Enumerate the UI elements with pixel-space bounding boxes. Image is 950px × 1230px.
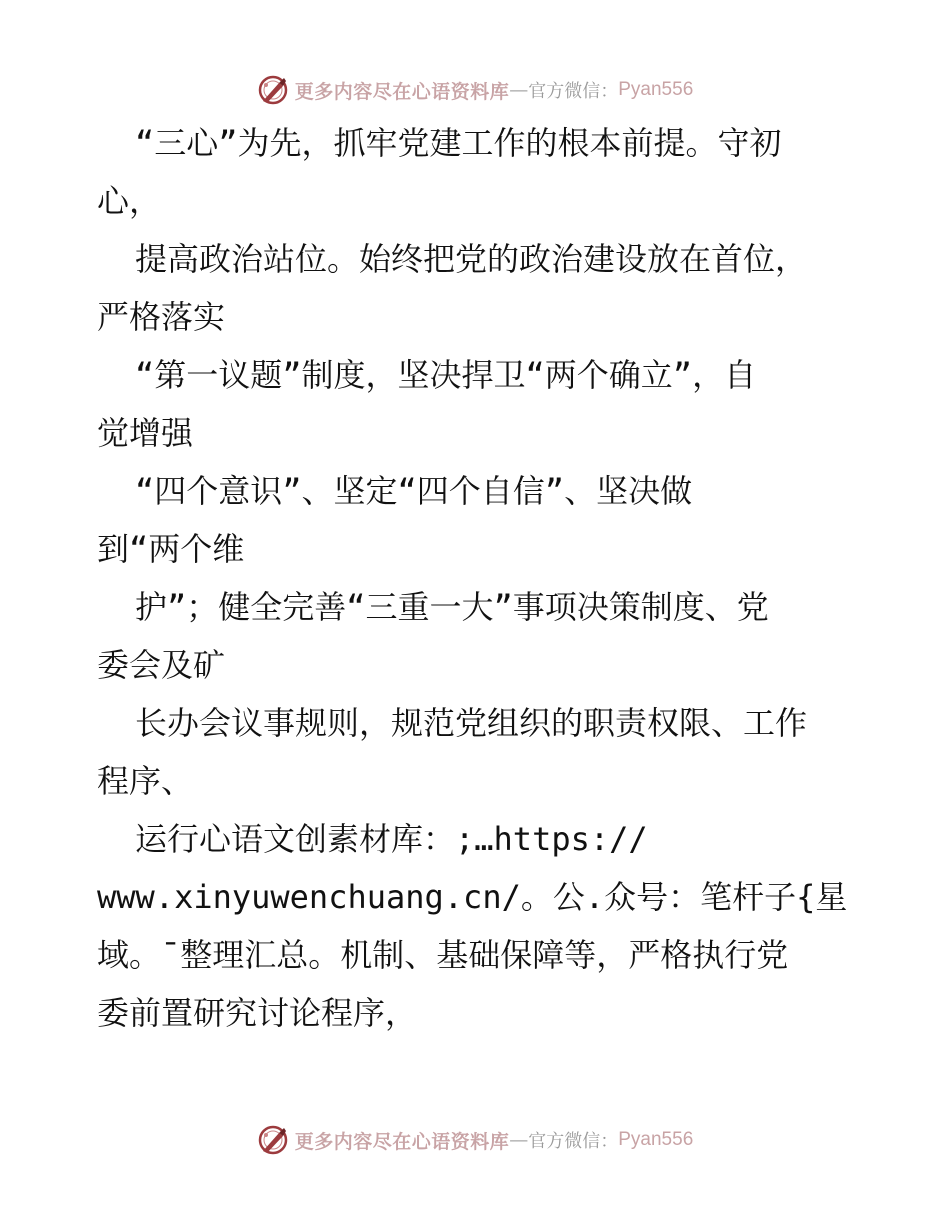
- body-line: 委前置研究讨论程序，: [97, 994, 418, 1032]
- header-banner: [0, 70, 950, 110]
- footer-wechat-id: Pyan556: [618, 1129, 694, 1150]
- footer-site-text: 更多内容尽在心语资料库: [294, 1130, 510, 1153]
- body-line: 严格落实: [97, 298, 226, 336]
- body-line: 长办会议事规则，规范党组织的职责权限、工作: [135, 704, 808, 742]
- body-line: “三心”为先，抓牢党建工作的根本前提。守初: [135, 124, 782, 162]
- body-line: 委会及矿: [97, 646, 226, 684]
- document-body: [97, 114, 867, 1042]
- header-wechat-label: 官方微信：: [528, 81, 619, 102]
- body-line: 域。¯整理汇总。机制、基础保障等，严格执行党: [97, 936, 789, 974]
- body-line: 运行心语文创素材库：;…https://: [135, 820, 648, 858]
- body-line: 心，: [97, 182, 162, 220]
- pen-seal-logo-icon: [257, 1124, 289, 1156]
- pen-seal-logo-icon: [257, 74, 289, 106]
- header-site-text: 更多内容尽在心语资料库: [294, 80, 510, 103]
- body-line: 到“两个维: [97, 530, 245, 568]
- body-line-url: www.xinyuwenchuang.cn/。公.众号：笔杆子{星: [97, 878, 848, 916]
- body-line: “四个意识”、坚定“四个自信”、坚决做: [135, 472, 693, 510]
- footer-separator: —: [509, 1129, 529, 1151]
- body-line: 程序、: [97, 762, 194, 800]
- body-line: 提高政治站位。始终把党的政治建设放在首位，: [135, 240, 808, 278]
- body-line: 护”；健全完善“三重一大”事项决策制度、党: [135, 588, 769, 626]
- header-wechat-id: Pyan556: [618, 79, 694, 100]
- body-line: 觉增强: [97, 414, 194, 452]
- footer-wechat-label: 官方微信：: [528, 1131, 619, 1152]
- footer-banner: [0, 1120, 950, 1160]
- body-line: “第一议题”制度，坚决捍卫“两个确立”，自: [135, 356, 757, 394]
- header-separator: —: [509, 79, 529, 101]
